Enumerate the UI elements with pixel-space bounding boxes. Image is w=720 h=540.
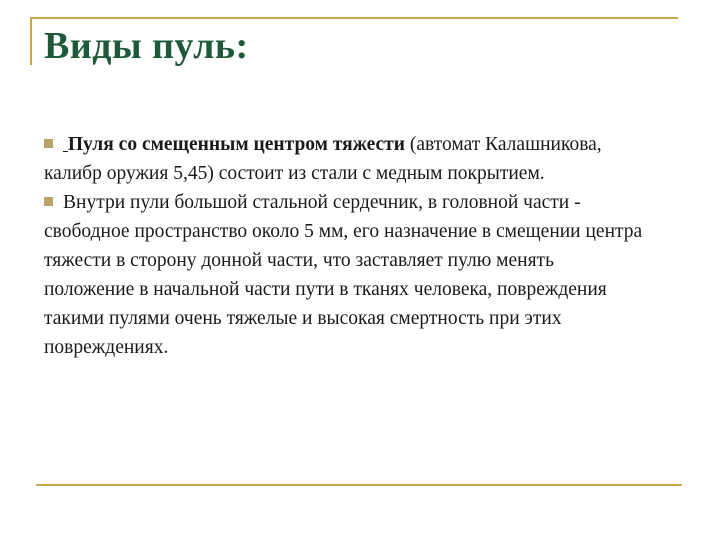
slide-content: [44, 130, 644, 362]
frame-left-line: [30, 17, 32, 65]
square-bullet-icon: [44, 197, 53, 206]
bullet-text: Внутри пули большой стальной сердечник, в головной части - свободное пространство около 5 мм, его назначение в смещении центра тяжести в сторону донной части, что заставляет пулю менять положение в начальной части пути в тканях человека, повреждения такими пулями очень тяжелые и высокая смертность при этих повреждениях.: [44, 192, 643, 358]
slide-title: Виды пуль:: [44, 25, 249, 67]
bullet-bold-text: Пуля со смещенным центром тяжести: [67, 134, 405, 155]
bullet-item-1: [44, 130, 644, 188]
frame-bottom-line: [36, 484, 682, 486]
frame-top-line: [30, 17, 678, 19]
bullet-rest-text: (автомат Калашникова, калибр оружия 5,45) состоит из стали с медным покрытием.: [44, 134, 602, 184]
bullet-item-2: [44, 188, 644, 362]
square-bullet-icon: [44, 139, 53, 148]
